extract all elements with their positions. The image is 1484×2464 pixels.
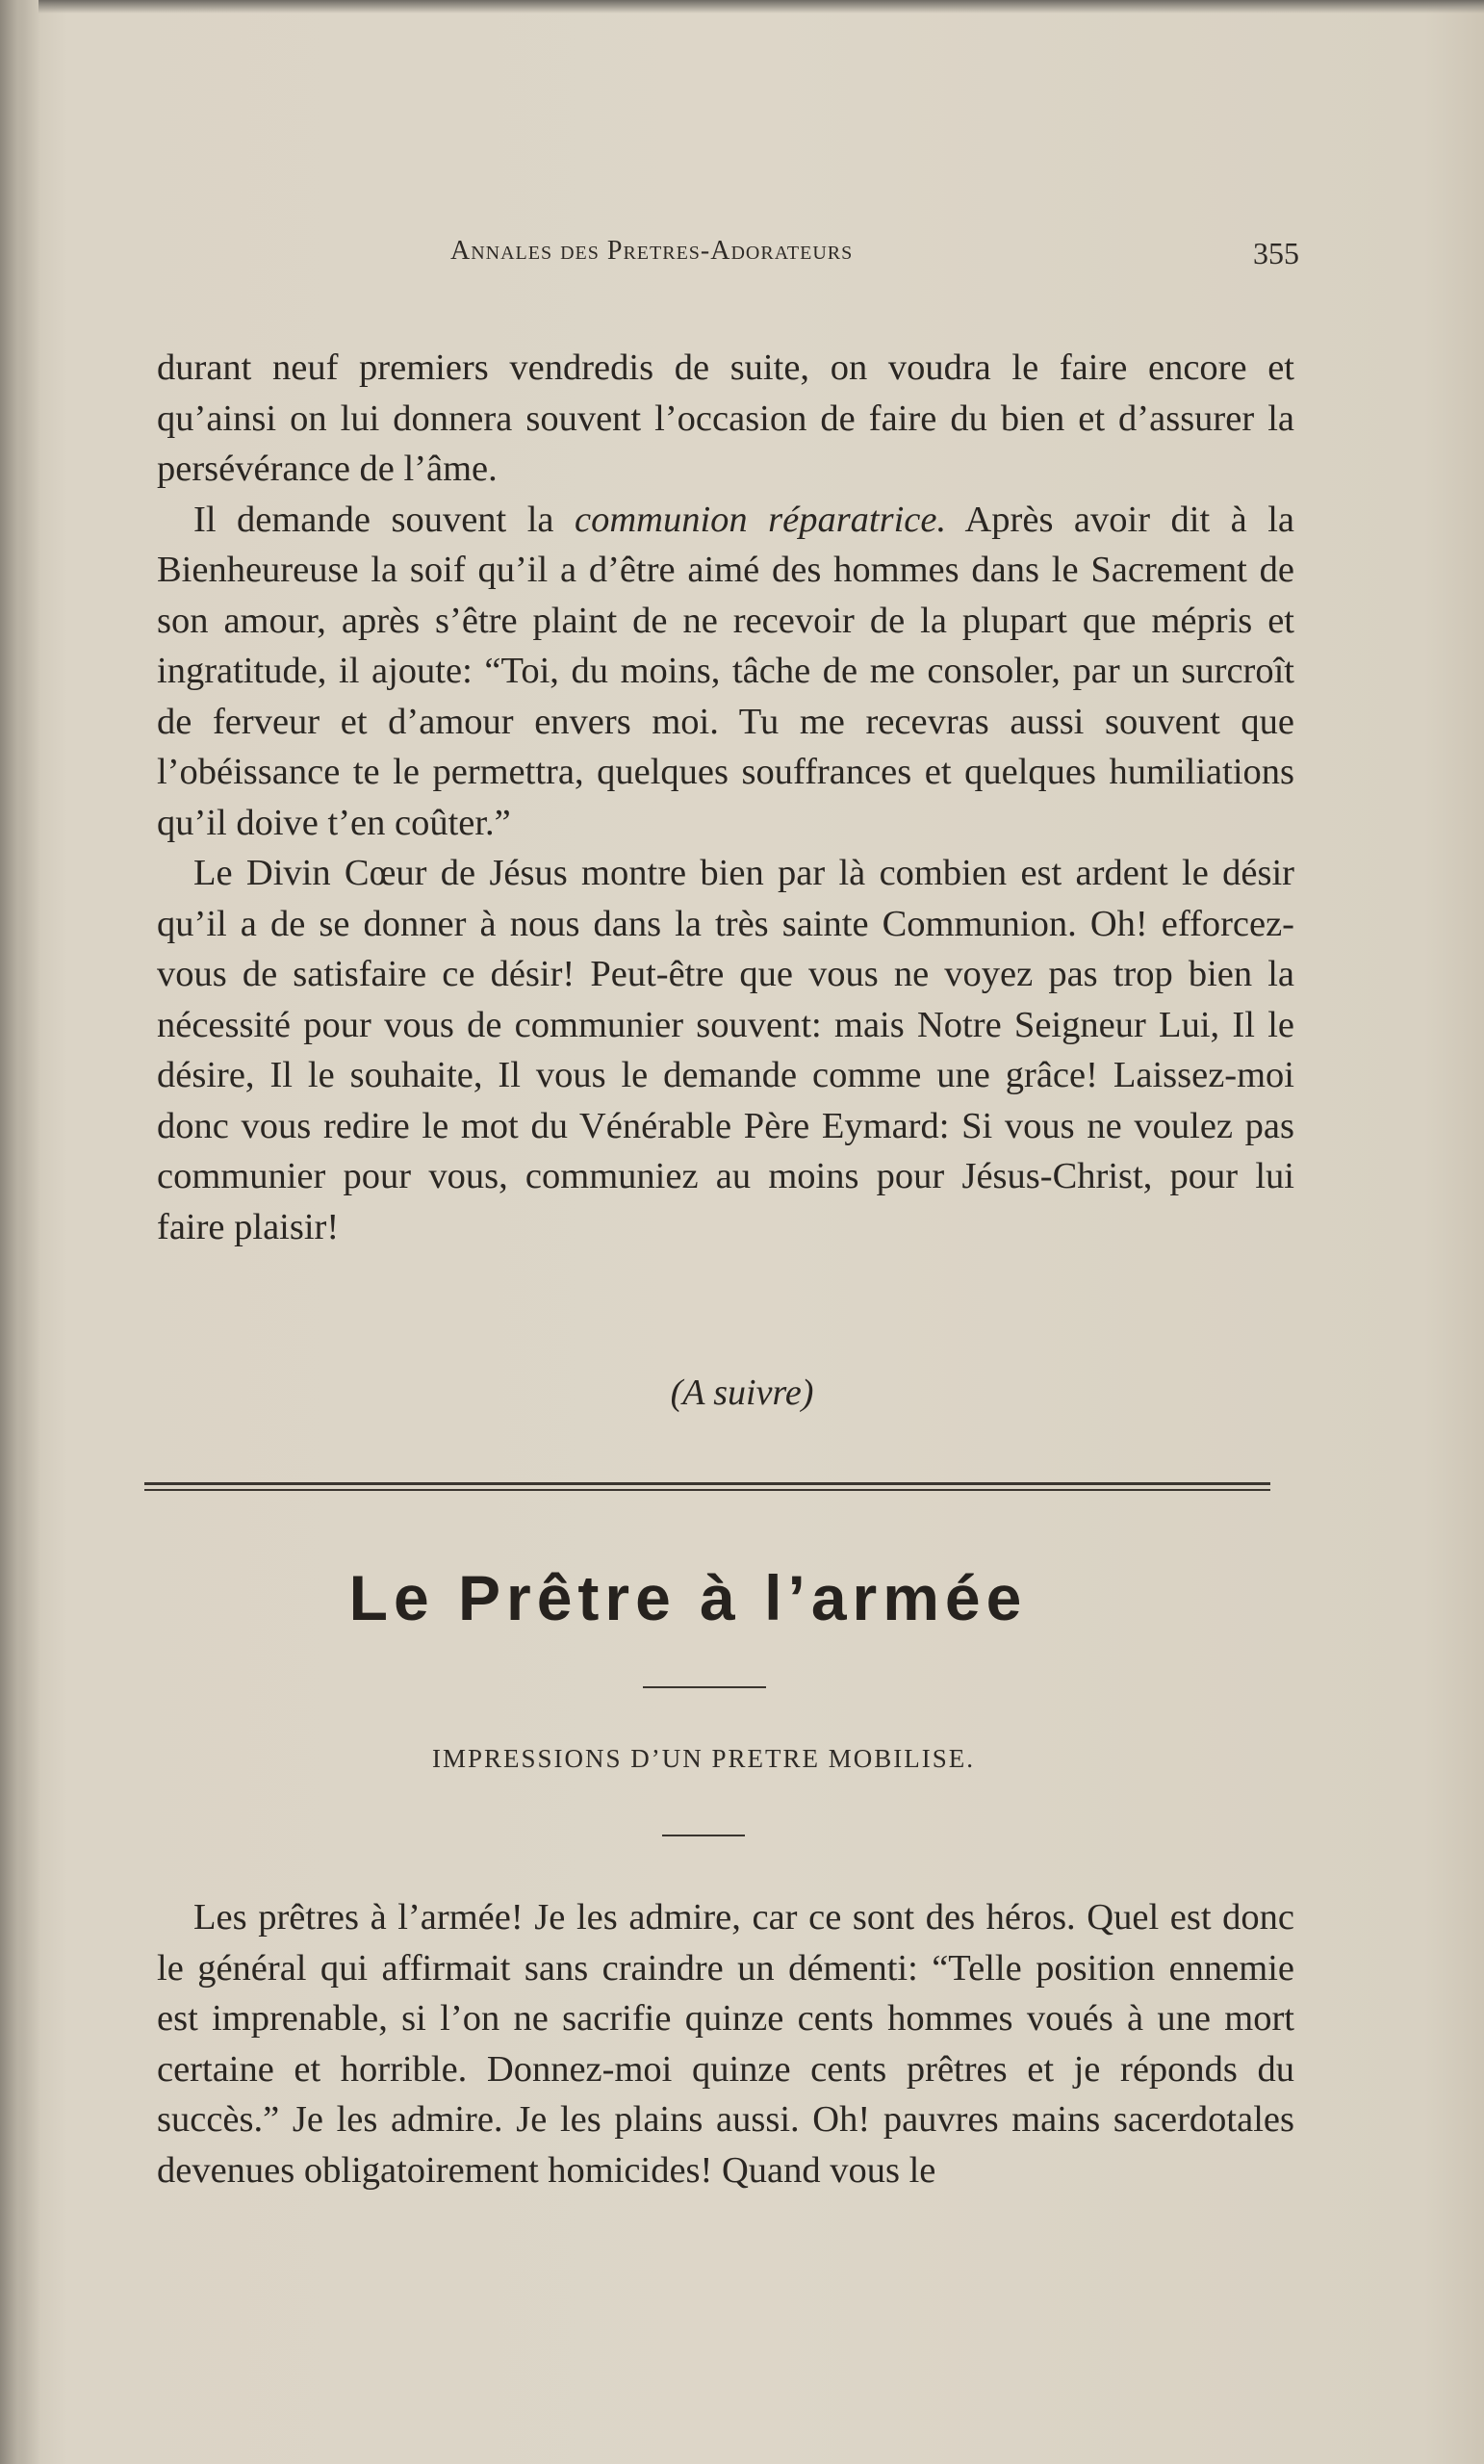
page-top-edge bbox=[38, 0, 1484, 13]
article-title: Le Prêtre à l’armée bbox=[348, 1562, 1028, 1633]
article-subtitle: IMPRESSIONS D’UN PRETRE MOBILISE. bbox=[431, 1744, 976, 1773]
article-text-block bbox=[157, 1892, 1294, 2195]
to-be-continued: (A suivre) bbox=[670, 1373, 814, 1413]
page-number: 355 bbox=[1253, 236, 1299, 270]
continued-text-block bbox=[157, 343, 1294, 1252]
divider-line-bottom bbox=[144, 1489, 1270, 1491]
paragraph-rest: Après avoir dit à la Bienheureuse la soif qu’il a d’être aimé des hommes dans le Sacrement de son amour, après s’être plaint de ne recevoir de la plupart que mépris et ingratitude, il ajoute: “Toi, du moins, tâche de me consoler, par un surcroît de ferveur et d’amour envers moi. Tu me recevras aussi souvent que l’obéissance te le permettra, quelques souffrances et quelques humiliations qu’il doive t’en coûter.” bbox=[157, 499, 1295, 843]
title-rule bbox=[643, 1686, 766, 1688]
paragraph-continued: durant neuf premiers vendredis de suite, on voudra le faire encore et qu’ainsi on lui donnera souvent l’occasion de faire du bien et d’assurer la persévérance de l’âme. bbox=[157, 347, 1294, 489]
section-divider bbox=[144, 1482, 1270, 1492]
running-head bbox=[154, 236, 1299, 284]
subtitle-rule bbox=[662, 1835, 745, 1836]
paragraph-pretres-armee: Les prêtres à l’armée! Je les admire, car ce sont des héros. Quel est donc le général qui affirmait sans craindre un démenti: “Telle position ennemie est imprenable, si l’on ne sacrifie quinze cents hommes voués à une mort certaine et horrible. Donnez-moi quinze cents prêtres et je réponds du succès.” Je les admire. Je les plains aussi. Oh! pauvres mains sacerdotales devenues obligatoirement homicides! Quand vous le bbox=[157, 1897, 1294, 2191]
divider-line-top bbox=[144, 1482, 1270, 1485]
emphasis-communion-reparatrice: communion réparatrice. bbox=[575, 499, 947, 540]
running-title: Annales des Pretres-Adorateurs bbox=[450, 236, 854, 266]
paragraph-lead: Il demande souvent la bbox=[193, 499, 575, 540]
page-gutter-shadow bbox=[0, 0, 40, 2464]
paragraph-communion-reparatrice bbox=[157, 495, 1294, 849]
paragraph-divin-coeur: Le Divin Cœur de Jésus montre bien par là combien est ardent le désir qu’il a de se donner à nous dans la très sainte Communion. Oh! efforcez-vous de satisfaire ce désir! Peut-être que vous ne voyez pas trop bien la nécessité pour vous de communier souvent: mais Notre Seigneur Lui, Il le désire, Il le souhaite, Il vous le demande comme une grâce! Laissez-moi donc vous redire le mot du Vénérable Père Eymard: Si vous ne voulez pas communier pour vous, communiez au moins pour Jésus-Christ, pour lui faire plaisir! bbox=[157, 853, 1294, 1247]
